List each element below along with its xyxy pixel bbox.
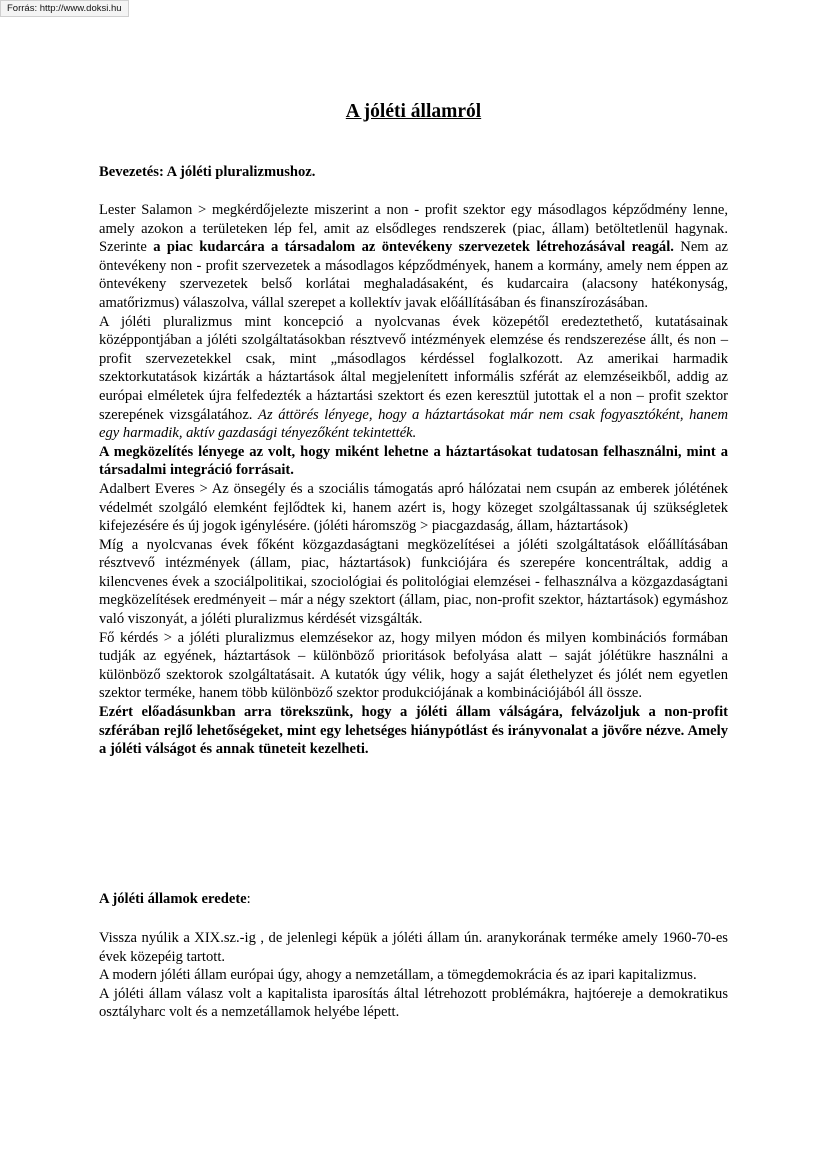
paragraph-approach-essence-text: A megközelítés lényege az volt, hogy miként lehetne a háztartásokat tudatosan felhasználni, mint a társadalmi integráció forrásait. [99,443,728,479]
paragraph-presentation-goal [99,703,728,759]
paragraph-origins-response: A jóléti állam válasz volt a kapitalista iparosítás által létrehozott problémákra, hajtóereje a demokratikus osztályharc volt és a nemzetállamok helyébe lépett. [99,985,728,1021]
section-heading-introduction: Bevezetés: A jóléti pluralizmushoz. [99,164,316,180]
section-heading-origins-text: A jóléti államok eredete [99,891,247,907]
paragraph-pluralism-text: A jóléti pluralizmus mint koncepció a nyolcvanas évek közepétől eredeztethető, kutatásainak középpontjában a jóléti szolgáltatásokban résztvevő intézmények elemzése és rendszerezése állt, és non – profit szervezetekkel csak, mint „másodlagos kérdéssel foglalkozott. Az amerikai harmadik szektorkutatások kizárták a háztartások által megjelenített informális szférát az elemzéseikből, addig az európai elméletek újra felfedezték a háztartási szektort és ezen keresztül jutottak el a non – profit szektor szerepének vizsgálatához. [99,313,728,423]
paragraph-origins-history: Vissza nyúlik a XIX.sz.-ig , de jelenlegi képük a jóléti állam ún. aranykorának terméke amely 1960-70-es évek közepéig tartott. [99,930,728,965]
paragraph-salamon-text-a: Lester Salamon > megkérdőjelezte miszerint a non - profit szektor egy másodlagos képződmény lenne, amely azokon a területeken lép fel, amit az elsődleges rendszerek (piac, állam) betöltetlenül hagynak. Szerinte [99,202,728,256]
paragraph-approach-essence [99,443,728,480]
document-title: A jóléti államról [345,101,482,122]
paragraph-salamon-emphasis: a piac kudarcára a társadalom az öntevékeny szervezetek létrehozásával reagál. [153,239,674,256]
paragraph-eighties-nineties: Míg a nyolcvanas évek főként közgazdaságtani megközelítései a jóléti szolgáltatások előállításában résztvevő intézmények (állam, piac, háztartások) funkciójára és szerepére koncentráltak, addig a kilencvenes évek a szociálpolitikai, szociológiai és politológiai elemzései - felhasználva a közgazdaságtani megközelítések eredményeit – már a négy szektort (állam, piac, non-profit szektor, háztartások) egymáshoz való viszonyát, a jóléti pluralizmus kérdését vizsgálták. [99,536,728,628]
paragraph-pluralism-concept [99,313,728,443]
section-body-introduction [99,201,728,759]
paragraph-pluralism-italic: Az áttörés lényege, hogy a háztartásokat már nem csak fogyasztóként, hanem egy harmadik, aktív gazdasági tényezőként tekintették. [99,406,728,442]
section-body-origins [99,929,728,1022]
section-heading-origins-colon: : [246,891,251,907]
paragraph-everes: Adalbert Everes > Az önsegély és a szociális támogatás apró hálózatai nem csupán az emberek jólétének védelmét szolgáló elemként fejlődtek ki, hanem azért is, hogy közeget szolgáltassanak új szükségletek kifejezésére és új jogok igénylésére. (jóléti háromszög > piacgazdaság, állam, háztartások) [99,480,728,535]
paragraph-salamon-text-c: Nem az öntevékeny non - profit szervezetek a másodlagos képződmények, hanem a kormány, amely nem éppen az öntevékeny szervezetek belső korlátai meghaladásaként, és kudarcaira (alacsony hatékonyság, amatőrizmus) válaszolva, vállal szerepet a kollektív javak előállításában és finanszírozásában. [99,239,728,311]
paragraph-salamon [99,201,728,313]
section-heading-origins [99,890,728,909]
paragraph-main-question: Fő kérdés > a jóléti pluralizmus elemzésekor az, hogy milyen módon és milyen kombinációs formában tudják az egyének, háztartások – különböző prioritások befolyása alatt – saját jólétükre használni a különböző szektorok szolgáltatásait. A kutatók úgy vélik, hogy a saját élethelyzet és jólét nem egyetlen szektor terméke, hanem több különböző szektor produkciójának a kombinációjából áll össze. [99,629,728,702]
paragraph-origins-european: A modern jóléti állam európai úgy, ahogy a nemzetállam, a tömegdemokrácia és az ipari kapitalizmus. [99,967,697,984]
paragraph-presentation-goal-text: Ezért előadásunkban arra törekszünk, hogy a jóléti állam válságára, felvázoljuk a non-profit szférában rejlő lehetőségeket, mint egy lehetséges hiánypótlást és irányvonalat a jövőre nézve. Amely a jóléti válságot és annak tüneteit kezelheti. [99,704,728,758]
source-label: Forrás: http://www.doksi.hu [0,0,129,17]
